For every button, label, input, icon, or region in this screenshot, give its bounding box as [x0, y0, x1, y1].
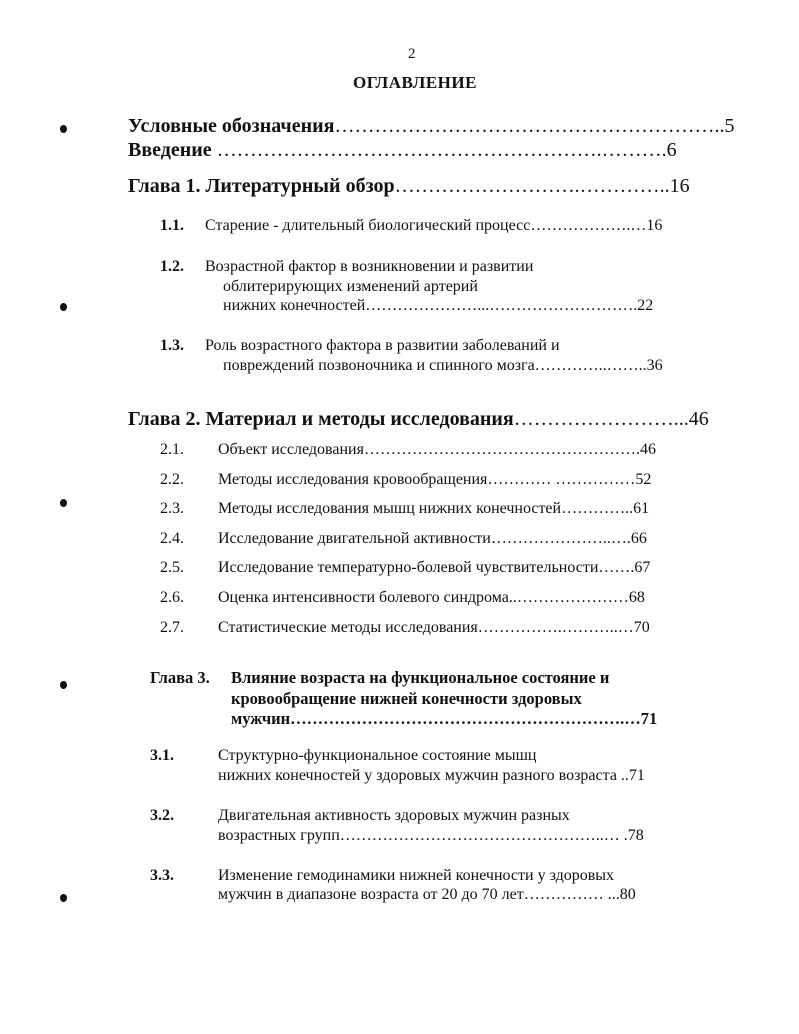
entry-page: 6: [666, 139, 677, 161]
toc-entry-1-2-line: нижних конечностей…………………...……………………….22: [223, 297, 654, 314]
toc-entry-1-1[interactable]: Старение - длительный биологический процесс……………….…16: [205, 217, 663, 234]
toc-entry-3-1-line: нижних конечностей у здоровых мужчин разного возраста ..71: [218, 767, 645, 784]
section-number: 2.7.: [160, 618, 184, 636]
toc-entry-3-2-line: возрастных групп…………………………………………..… .78: [218, 827, 644, 844]
toc-entry-abbreviations[interactable]: [128, 115, 734, 138]
leader-dots: ………………………………………………….……….: [211, 139, 667, 161]
chapter-3-label: Глава 3.: [150, 668, 210, 687]
line-text: мужчин…………………………………………………….…71: [231, 709, 658, 728]
binding-hole-mark: [60, 125, 67, 133]
entry-page: 5: [724, 115, 735, 137]
toc-entry-1-2[interactable]: Возрастной фактор в возникновении и развитии: [205, 258, 534, 275]
toc-entry-3-1[interactable]: Структурно-функциональное состояние мышц: [218, 747, 537, 764]
section-number: 3.2.: [150, 807, 174, 824]
toc-entry-3-2[interactable]: Двигательная активность здоровых мужчин разных: [218, 807, 570, 824]
toc-entry-2-4[interactable]: Исследование двигательной активности…………………..….66: [218, 529, 647, 547]
leader-dots: ……………………….…………..: [394, 175, 670, 197]
toc-entry-chapter-3-line: кровообращение нижней конечности здоровых: [231, 689, 582, 708]
toc-entry-3-3-line: мужчин в диапазоне возраста от 20 до 70 лет…………… ...80: [218, 886, 636, 903]
leader-dots: ……………………...: [513, 408, 689, 430]
toc-entry-2-5[interactable]: Исследование температурно-болевой чувствительности…….67: [218, 559, 651, 577]
binding-hole-mark: [60, 894, 67, 902]
page-title: ОГЛАВЛЕНИЕ: [353, 73, 477, 92]
leader-dots: …………………………………………………..: [334, 115, 725, 137]
toc-entry-chapter-2[interactable]: [128, 408, 709, 431]
binding-hole-mark: [60, 499, 67, 507]
entry-title: Введение: [128, 139, 212, 161]
toc-entry-chapter-1[interactable]: [128, 175, 690, 198]
section-number: 2.6.: [160, 589, 184, 606]
section-number: 2.5.: [160, 559, 184, 577]
toc-entry-1-3-line: повреждений позвоночника и спинного мозга…………..……..36: [223, 357, 663, 374]
section-number: 1.2.: [160, 258, 184, 275]
section-number: 2.2.: [160, 470, 184, 488]
section-number: 2.1.: [160, 441, 184, 458]
toc-entry-2-7[interactable]: Статистические методы исследования…………….………..…70: [218, 618, 650, 636]
binding-hole-mark: [60, 681, 67, 689]
entry-title: Глава 1. Литературный обзор: [128, 175, 395, 197]
toc-entry-chapter-3[interactable]: Влияние возраста на функциональное состояние и: [231, 668, 610, 687]
toc-entry-2-2[interactable]: Методы исследования кровообращения………… ……………52: [218, 470, 652, 488]
entry-title: Глава 2. Материал и методы исследования: [128, 408, 514, 430]
toc-entry-2-1[interactable]: Объект исследования…………………………………………….46: [218, 441, 656, 458]
section-number: 1.3.: [160, 337, 184, 354]
toc-entry-1-2-line: облитерирующих изменений артерий: [223, 278, 478, 295]
section-number: 3.1.: [150, 747, 174, 764]
binding-hole-mark: [60, 303, 67, 311]
section-number: 2.4.: [160, 529, 184, 547]
section-number: 1.1.: [160, 217, 184, 234]
section-number: 3.3.: [150, 867, 174, 884]
toc-entry-introduction[interactable]: [128, 139, 677, 162]
entry-page: 16: [669, 175, 690, 197]
toc-entry-2-6[interactable]: Оценка интенсивности болевого синдрома..…………………68: [218, 589, 645, 606]
toc-entry-3-3[interactable]: Изменение гемодинамики нижней конечности у здоровых: [218, 867, 615, 884]
entry-title: Условные обозначения: [128, 115, 335, 137]
toc-entry-chapter-3-line: [231, 709, 657, 729]
toc-entry-2-3[interactable]: Методы исследования мышц нижних конечностей…………..61: [218, 500, 650, 518]
page-number: 2: [408, 46, 416, 62]
toc-entry-1-3[interactable]: Роль возрастного фактора в развитии заболеваний и: [205, 337, 560, 354]
section-number: 2.3.: [160, 500, 184, 518]
entry-page: 46: [688, 408, 709, 430]
